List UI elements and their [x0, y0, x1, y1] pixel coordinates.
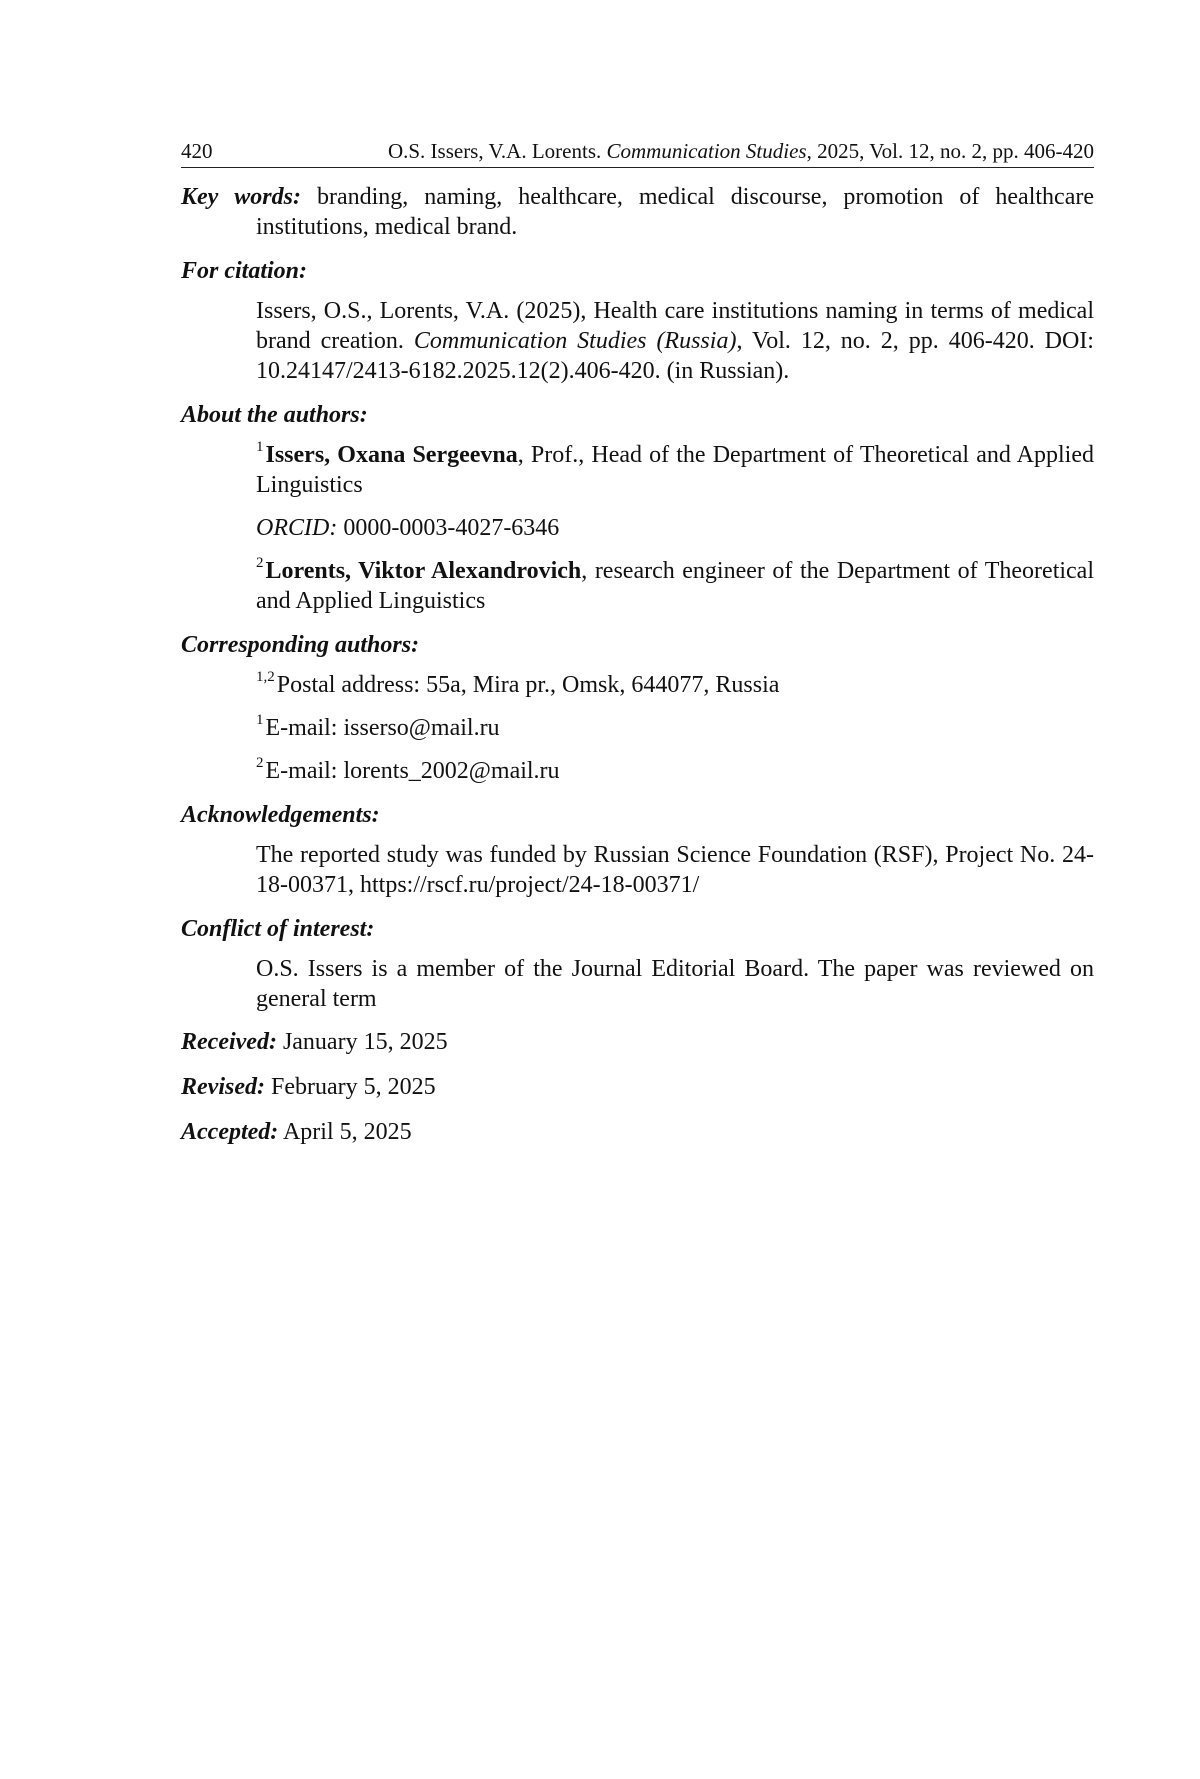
accepted-date: April 5, 2025	[278, 1119, 412, 1145]
author2-desc: , research engineer of the Department of Theoretical and Applied Linguistics	[256, 558, 1094, 614]
acknowledgements-text: The reported study was funded by Russian Science Foundation (RSF), Project No. 24-18-00371, https://rscf.ru/project/24-18-00371/	[256, 842, 1094, 898]
author1-desc: , Prof., Head of the Department of Theoretical and Applied Linguistics	[256, 442, 1095, 498]
conflict-block	[181, 954, 1094, 1014]
author2-sup: 2	[256, 555, 264, 571]
about-block	[181, 440, 1094, 616]
revised-label: Revised:	[181, 1074, 265, 1100]
acknowledgements-block	[181, 840, 1094, 900]
email-2	[256, 756, 1094, 786]
author1	[256, 440, 1094, 500]
keywords-text: branding, naming, healthcare, medical discourse, promotion of healthcare institutions, medical brand.	[256, 184, 1094, 240]
postal-text: Postal address: 55a, Mira pr., Omsk, 644077, Russia	[276, 672, 780, 698]
accepted-label: Accepted:	[181, 1119, 279, 1145]
author1-name: Issers, Oxana Sergeevna	[265, 442, 518, 468]
running-head-authors: O.S. Issers, V.A. Lorents.	[387, 139, 602, 163]
conflict-heading: Conflict of interest:	[181, 916, 375, 942]
corresponding-heading: Corresponding authors:	[181, 632, 420, 658]
running-head-details: , 2025, Vol. 12, no. 2, pp. 406-420	[806, 139, 1094, 163]
conflict-text: O.S. Issers is a member of the Journal Editorial Board. The paper was reviewed on general term	[256, 956, 1094, 1012]
email1-text: E-mail: isserso@mail.ru	[265, 715, 500, 741]
citation-text	[256, 296, 1094, 386]
citation-block	[181, 296, 1094, 386]
orcid	[256, 513, 1094, 543]
received-line	[181, 1027, 1094, 1057]
orcid-value: 0000-0003-4027-6346	[337, 515, 560, 541]
running-head-journal: Communication Studies	[606, 139, 807, 163]
email-1	[256, 713, 1094, 743]
email2-text: E-mail: lorents_2002@mail.ru	[265, 758, 560, 784]
revised-line	[181, 1072, 1094, 1102]
citation-heading: For citation:	[181, 258, 308, 284]
paper-page	[181, 138, 1094, 1162]
citation-part2: , Vol. 12, no. 2, pp. 406-420. DOI: 10.24147/2413-6182.2025.12(2).406-420. (in Russian).	[256, 328, 1094, 384]
orcid-label: ORCID:	[256, 515, 338, 541]
page-number: 420	[181, 139, 213, 163]
about-heading: About the authors:	[181, 402, 368, 428]
corresponding-block	[181, 670, 1094, 786]
author1-sup: 1	[256, 439, 264, 455]
received-date: January 15, 2025	[276, 1029, 448, 1055]
keywords-label: Key words:	[181, 184, 301, 210]
received-label: Received:	[181, 1029, 277, 1055]
revised-date: February 5, 2025	[264, 1074, 436, 1100]
author2-name: Lorents, Viktor Alexandrovich	[265, 558, 582, 584]
postal-address	[256, 670, 1094, 700]
citation-journal: Communication Studies (Russia)	[413, 328, 737, 354]
email2-sup: 2	[256, 755, 264, 771]
running-head	[181, 138, 1094, 168]
citation-part1: Issers, O.S., Lorents, V.A. (2025), Health care institutions naming in terms of medical brand creation.	[256, 298, 1094, 354]
acknowledgements-heading: Acknowledgements:	[181, 802, 380, 828]
accepted-line	[181, 1117, 1094, 1147]
postal-sup: 1,2	[256, 669, 275, 685]
author2	[256, 556, 1094, 616]
journal-reference	[388, 138, 1094, 164]
keywords	[181, 182, 1094, 242]
email1-sup: 1	[256, 712, 264, 728]
